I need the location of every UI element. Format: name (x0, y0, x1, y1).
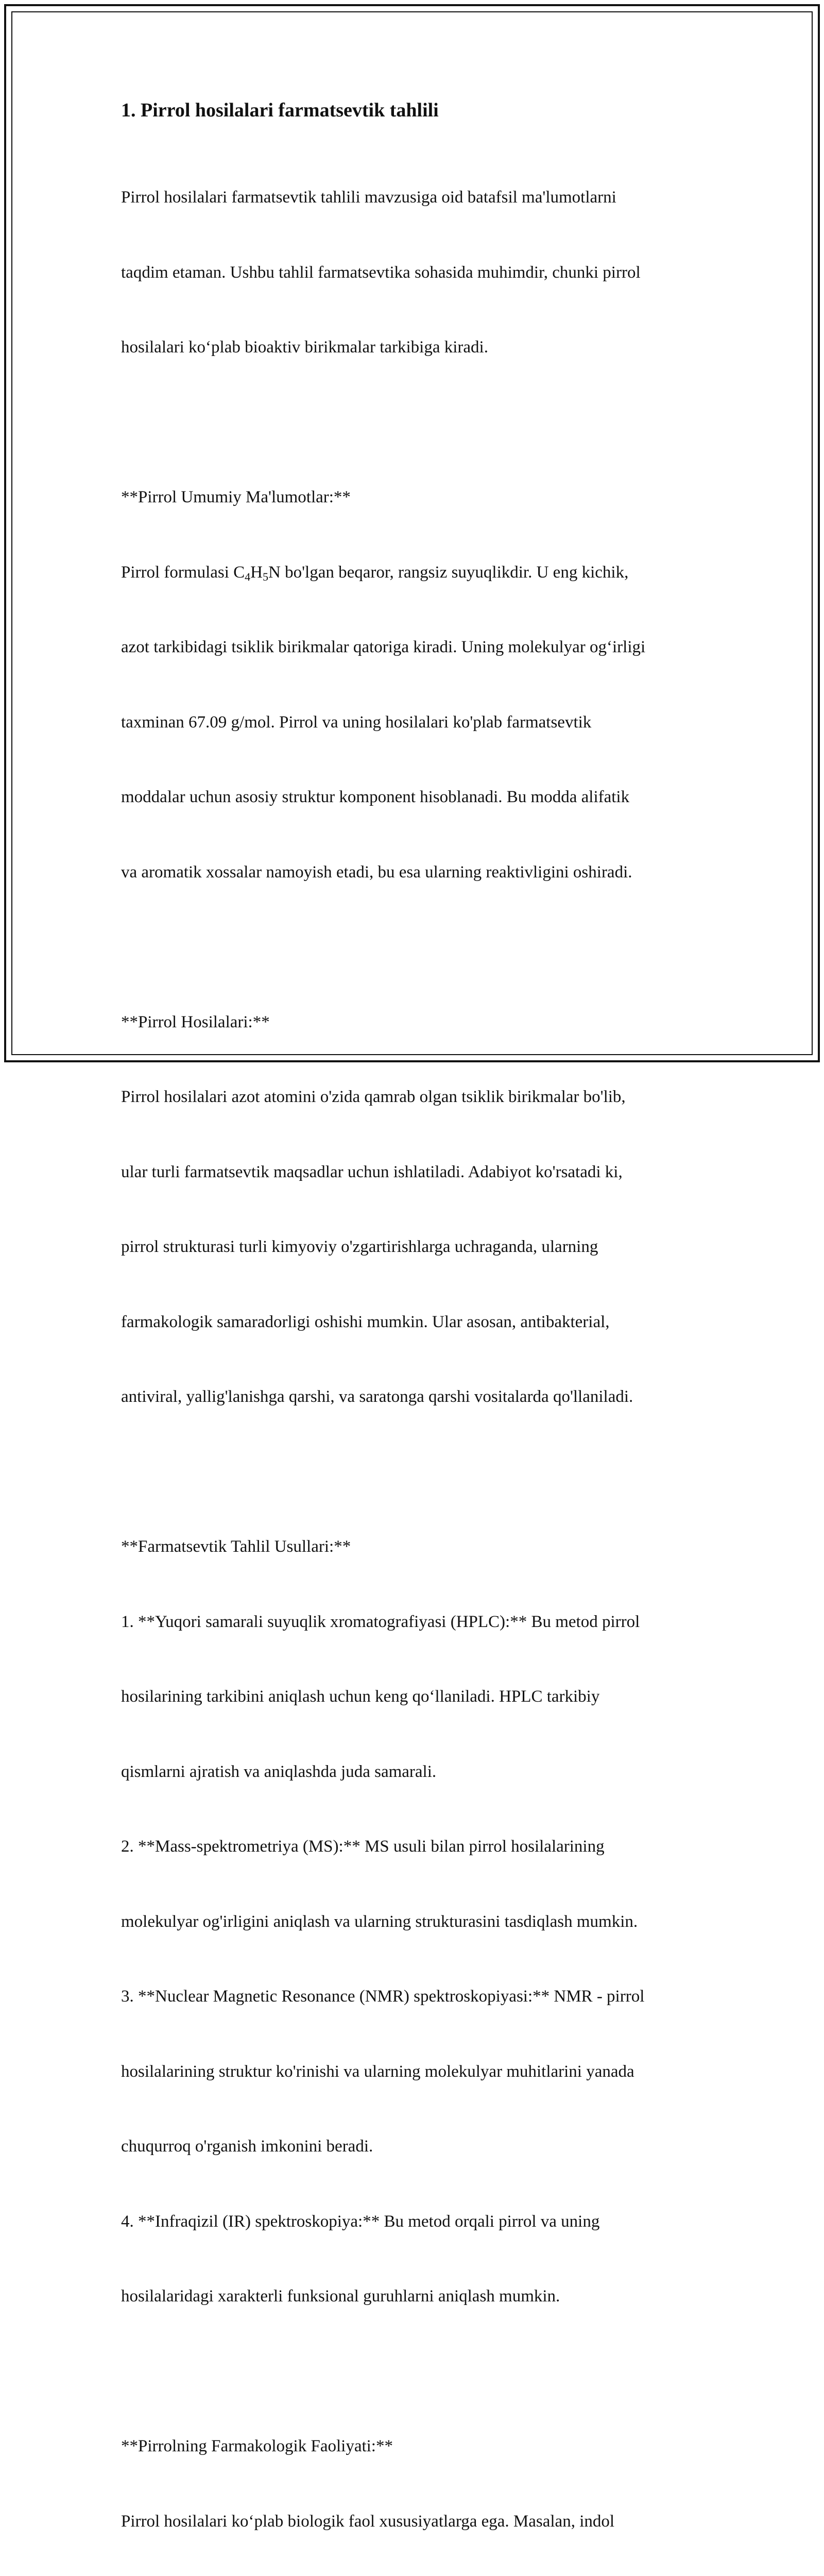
text-line: hosilarining tarkibini aniqlash uchun keng qo‘llaniladi. HPLC tarkibiy (121, 1687, 600, 1706)
text-line: chuqurroq o'rganish imkonini beradi. (121, 2137, 373, 2156)
text-line: azot tarkibidagi tsiklik birikmalar qatoriga kiradi. Uning molekulyar og‘irligi (121, 638, 646, 656)
pharmacology-section (121, 2384, 708, 2576)
derivatives-section (121, 960, 708, 1460)
text-line: 2. **Mass-spektrometriya (MS):** MS usuli bilan pirrol hosilalarining (121, 1837, 605, 1856)
text-line: molekulyar og'irligini aniqlash va ularning strukturasini tasdiqlash mumkin. (121, 1912, 638, 1931)
document-title: 1. Pirrol hosilalari farmatsevtik tahlili (121, 99, 439, 121)
text-line: hosilalari ko‘plab bioaktiv birikmalar tarkibiga kiradi. (121, 338, 488, 357)
formula-prefix: Pirrol formulasi C (121, 563, 245, 582)
text-line: Pirrol hosilalari farmatsevtik tahlili mavzusiga oid batafsil ma'lumotlarni (121, 188, 616, 207)
methods-section (121, 1484, 708, 2359)
text-line: taxminan 67.09 g/mol. Pirrol va uning hosilalari ko'plab farmatsevtik (121, 713, 592, 732)
section-heading: **Pirrolning Farmakologik Faoliyati:** (121, 2437, 393, 2455)
section-heading: **Pirrol Hosilalari:** (121, 1012, 270, 1031)
text-line: Pirrol hosilalari ko‘plab biologik faol xususiyatlarga ega. Masalan, indol (121, 2512, 615, 2531)
text-line: hosilalaridagi xarakterli funksional guruhlarni aniqlash mumkin. (121, 2287, 560, 2306)
section-heading: **Farmatsevtik Tahlil Usullari:** (121, 1537, 351, 1556)
text-line: pirrol strukturasi turli kimyoviy o'zgartirishlarga uchraganda, ularning (121, 1238, 598, 1256)
text-line: moddalar uchun asosiy struktur komponent hisoblanadi. Bu modda alifatik (121, 788, 630, 806)
text-line: va aromatik xossalar namoyish etadi, bu esa ularning reaktivligini oshiradi. (121, 862, 632, 882)
formula-mid: H (250, 563, 263, 582)
text-line: 1. **Yuqori samarali suyuqlik xromatografiyasi (HPLC):** Bu metod pirrol (121, 1612, 640, 1631)
formula-suffix: N bo'lgan beqaror, rangsiz suyuqlikdir. U eng kichik, (268, 563, 629, 582)
text-line: Pirrol hosilalari azot atomini o'zida qamrab olgan tsiklik birikmalar bo'lib, (121, 1088, 626, 1106)
text-line: antiviral, yallig'lanishga qarshi, va saratonga qarshi vositalarda qo'llaniladi. (121, 1387, 633, 1406)
text-line: hosilalarining struktur ko'rinishi va ularning molekulyar muhitlarini yanada (121, 2062, 634, 2081)
section-heading: **Pirrol Umumiy Ma'lumotlar:** (121, 488, 351, 506)
text-line: farmakologik samaradorligi oshishi mumkin. Ular asosan, antibakterial, (121, 1312, 610, 1331)
document-body (121, 97, 708, 2576)
text-line: qismlarni ajratish va aniqlashda juda samarali. (121, 1762, 437, 1781)
text-line: 3. **Nuclear Magnetic Resonance (NMR) spektroskopiyasi:** NMR - pirrol (121, 1987, 645, 2006)
general-section (121, 435, 708, 935)
formula-subscript: 5 (263, 570, 268, 583)
text-line: taqdim etaman. Ushbu tahlil farmatsevtika sohasida muhimdir, chunki pirrol (121, 263, 641, 282)
intro-paragraph (121, 135, 708, 410)
text-line: ular turli farmatsevtik maqsadlar uchun ishlatiladi. Adabiyot ko'rsatadi ki, (121, 1162, 623, 1181)
text-line: 4. **Infraqizil (IR) spektroskopiya:** Bu metod orqali pirrol va uning (121, 2212, 600, 2231)
formula-subscript: 4 (245, 570, 251, 583)
formula-line (121, 560, 708, 585)
